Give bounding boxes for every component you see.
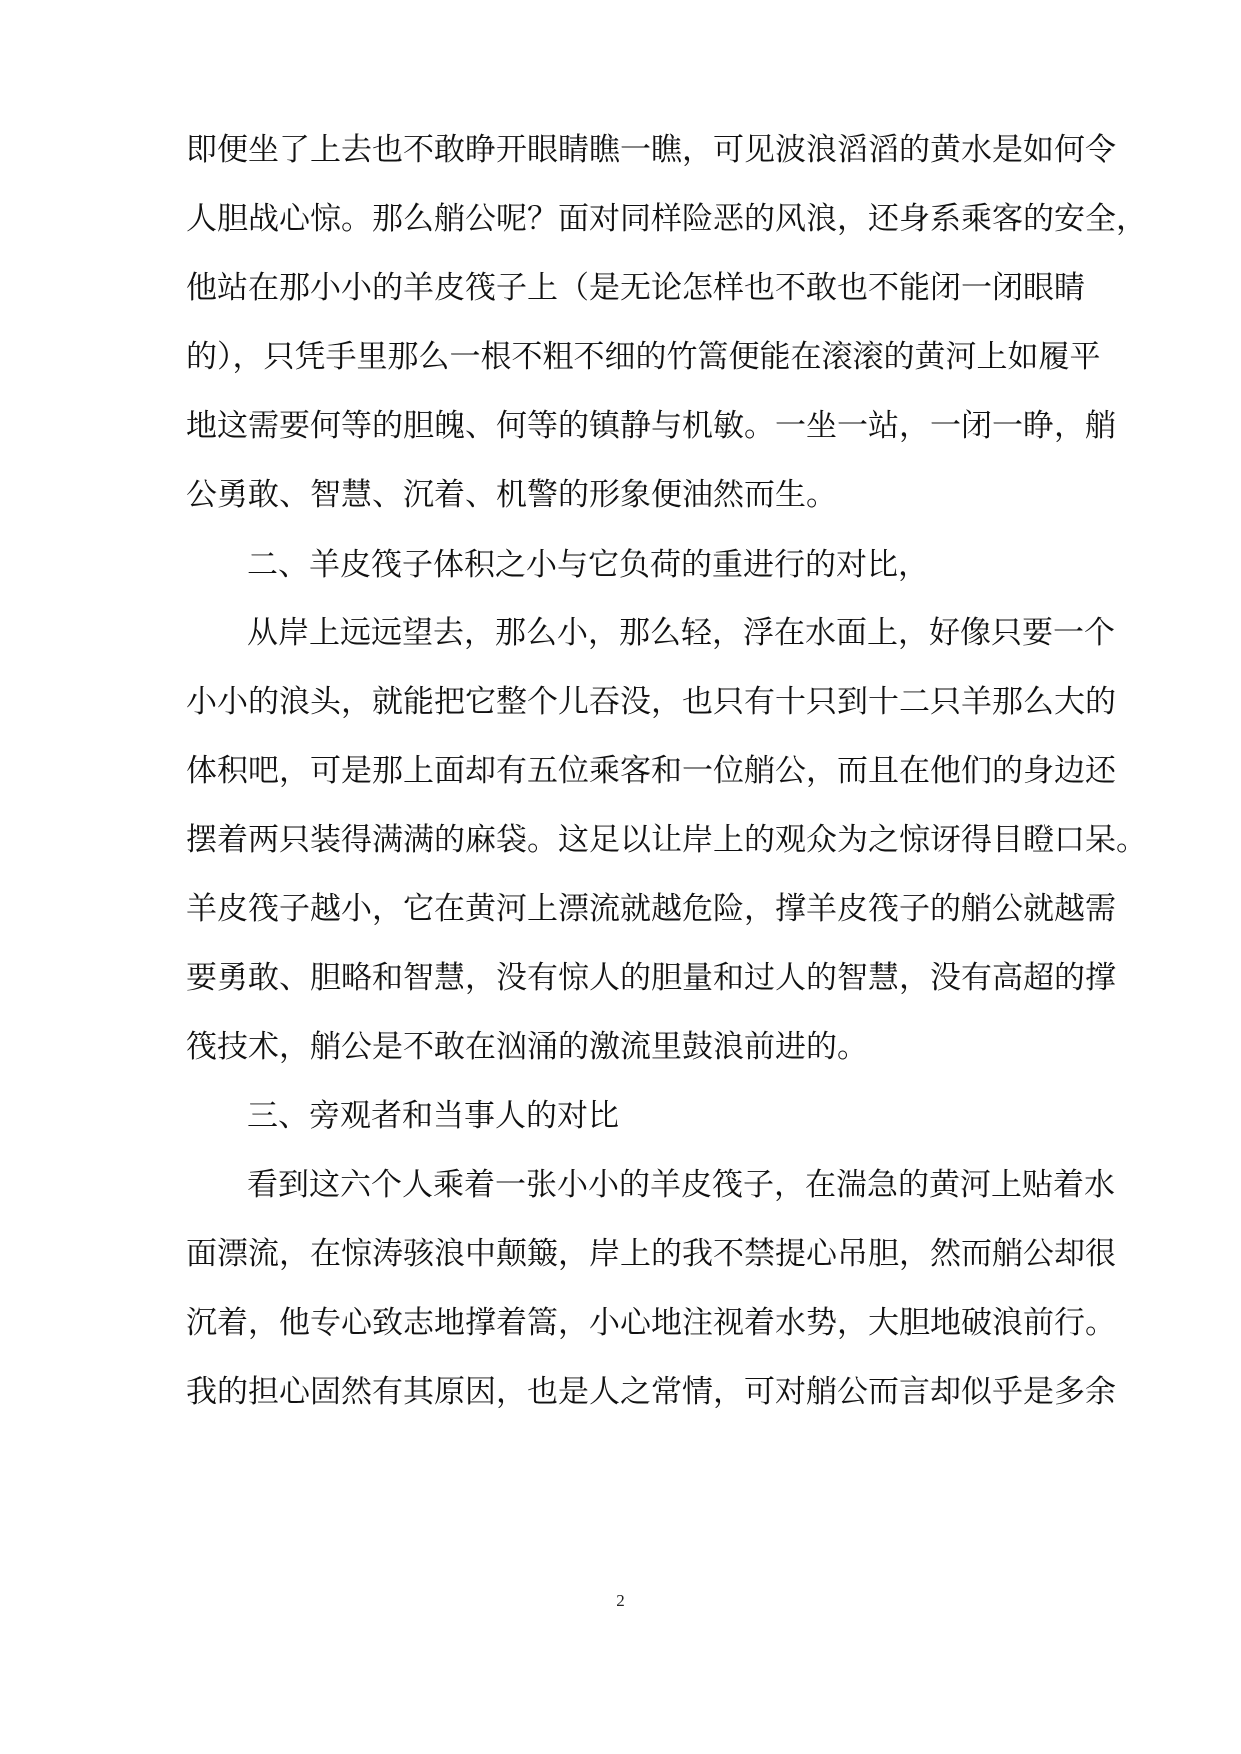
section-heading: 三、旁观者和当事人的对比 [247,1098,619,1134]
text-line: 羊皮筏子越小，它在黄河上漂流就越危险，撑羊皮筏子的艄公就越需 [186,891,1116,927]
text-line: 要勇敢、胆略和智慧，没有惊人的胆量和过人的智慧，没有高超的撑 [186,960,1116,996]
text-line: 我的担心固然有其原因，也是人之常情，可对艄公而言却似乎是多余 [186,1374,1116,1410]
text-line: 小小的浪头，就能把它整个儿吞没，也只有十只到十二只羊那么大的 [186,684,1116,720]
text-line: 即便坐了上去也不敢睁开眼睛瞧一瞧，可见波浪滔滔的黄水是如何令 [186,132,1116,168]
text-line: 看到这六个人乘着一张小小的羊皮筏子，在湍急的黄河上贴着水 [247,1167,1115,1203]
text-line: 人胆战心惊。那么艄公呢？面对同样险恶的风浪，还身系乘客的安全， [186,201,1147,237]
section-heading: 二、羊皮筏子体积之小与它负荷的重进行的对比， [247,547,929,583]
text-line: 他站在那小小的羊皮筏子上（是无论怎样也不敢也不能闭一闭眼睛 [186,270,1085,306]
text-line: 地这需要何等的胆魄、何等的镇静与机敏。一坐一站，一闭一睁，艄 [186,408,1116,444]
text-line: 从岸上远远望去，那么小，那么轻，浮在水面上，好像只要一个 [247,615,1115,651]
text-line: 摆着两只装得满满的麻袋。这足以让岸上的观众为之惊讶得目瞪口呆。 [186,822,1147,858]
text-line: 沉着，他专心致志地撑着篙，小心地注视着水势，大胆地破浪前行。 [186,1305,1116,1341]
text-line: 筏技术，艄公是不敢在汹涌的激流里鼓浪前进的。 [186,1029,868,1065]
text-line: 公勇敢、智慧、沉着、机警的形象便油然而生。 [186,477,837,513]
text-line: 的），只凭手里那么一根不粗不细的竹篙便能在滚滚的黄河上如履平 [186,339,1101,375]
text-line: 面漂流，在惊涛骇浪中颠簸，岸上的我不禁提心吊胆，然而艄公却很 [186,1236,1116,1272]
page-number: 2 [616,1591,625,1610]
text-line: 体积吧，可是那上面却有五位乘客和一位艄公，而且在他们的身边还 [186,753,1116,789]
